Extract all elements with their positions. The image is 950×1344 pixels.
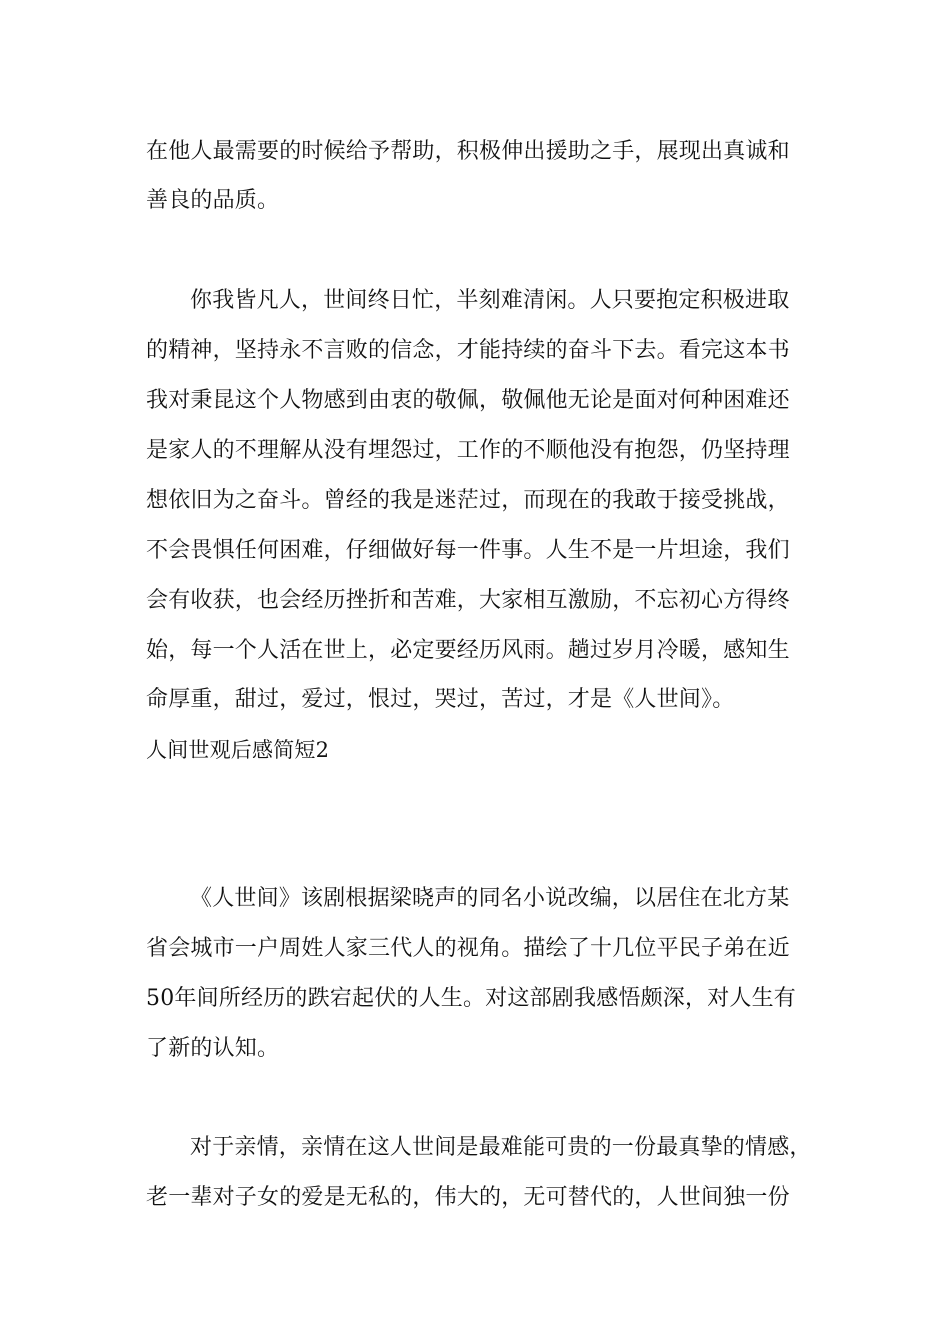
text-line: 50年间所经历的跌宕起伏的人生。对这部剧我感悟颇深，对人生有: [146, 986, 796, 1011]
text-line: 是家人的不理解从没有埋怨过，工作的不顺他没有抱怨，仍坚持理: [146, 438, 790, 463]
text-line: 省会城市一户周姓人家三代人的视角。描绘了十几位平民子弟在近: [146, 936, 790, 961]
text-line: 《人世间》该剧根据梁晓声的同名小说改编，以居住在北方某: [190, 886, 790, 911]
text-line: 你我皆凡人，世间终日忙，半刻难清闲。人只要抱定积极进取: [190, 288, 790, 313]
text-line: 了新的认知。: [146, 1036, 280, 1061]
text-line: 会有收获，也会经历挫折和苦难，大家相互激励，不忘初心方得终: [146, 588, 790, 613]
text-line: 我对秉昆这个人物感到由衷的敬佩，敬佩他无论是面对何种困难还: [146, 388, 790, 413]
text-line: 在他人最需要的时候给予帮助，积极伸出援助之手，展现出真诚和: [146, 139, 790, 164]
text-line: 始，每一个人活在世上，必定要经历风雨。趟过岁月冷暖，感知生: [146, 638, 790, 663]
text-line: 老一辈对子女的爱是无私的，伟大的，无可替代的，人世间独一份: [146, 1185, 790, 1210]
text-line: 善良的品质。: [146, 188, 280, 213]
text-line: 对于亲情，亲情在这人世间是最难能可贵的一份最真挚的情感，: [190, 1135, 812, 1160]
text-line: 命厚重，甜过，爱过，恨过，哭过，苦过，才是《人世间》。: [146, 687, 735, 712]
section-heading: 人间世观后感简短2: [146, 738, 330, 762]
text-line: 想依旧为之奋斗。曾经的我是迷茫过，而现在的我敢于接受挑战，: [146, 488, 790, 513]
text-line: 不会畏惧任何困难，仔细做好每一件事。人生不是一片坦途，我们: [146, 538, 790, 563]
text-line: 的精神，坚持永不言败的信念，才能持续的奋斗下去。看完这本书: [146, 338, 790, 363]
